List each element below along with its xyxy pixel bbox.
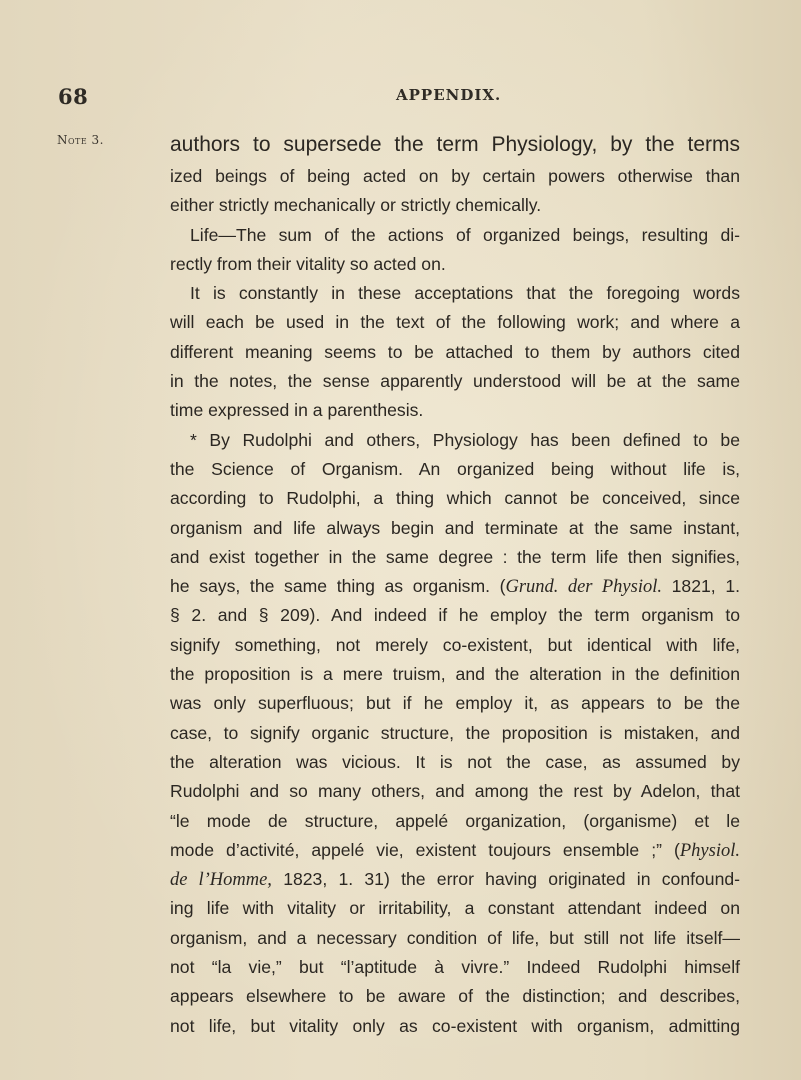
text-line: and exist together in the same degree : the term life then signifies, — [170, 546, 740, 567]
text-line: time expressed in a parenthesis. — [170, 400, 424, 421]
running-head — [0, 84, 801, 114]
body-text — [170, 127, 740, 1041]
citation-open: ( — [674, 839, 680, 860]
text-line: § 2. and § 209). And indeed if he employ the term organism to — [170, 605, 740, 626]
citation-title-continued: de l’Homme, — [170, 870, 272, 891]
text-line: either strictly mechanically or strictly chemically. — [170, 195, 542, 216]
text-segment: mode d’activité, appelé vie, existent toujours ensemble ;” — [170, 839, 662, 860]
text-line: in the notes, the sense apparently understood will be at the same — [170, 371, 740, 392]
text-line: was only superfluous; but if he employ it, as appears to be the — [170, 693, 740, 714]
text-line: according to Rudolphi, a thing which cannot be conceived, since — [170, 488, 740, 509]
text-line: organism, and a necessary condition of life, but still not life itself— — [170, 927, 740, 948]
text-line: authors to supersede the term Physiology, by the terms — [170, 133, 740, 156]
citation-detail: 1821, 1. — [671, 576, 740, 597]
running-title: APPENDIX. — [396, 86, 502, 104]
text-line: different meaning seems to be attached to them by authors cited — [170, 341, 740, 362]
text-line: It is constantly in these acceptations that the foregoing words — [190, 283, 740, 304]
citation-detail: 1823, 1. 31) the error having originated in confound- — [283, 869, 741, 890]
text-line: organism and life always begin and terminate at the same instant, — [170, 517, 740, 538]
text-segment: he says, the same thing as organism. — [170, 576, 490, 597]
text-line-with-citation — [170, 865, 740, 894]
text-line: the alteration was vicious. It is not the case, as assumed by — [170, 751, 740, 772]
citation-open: ( — [499, 576, 506, 597]
text-line: not life, but vitality only as co-existent with organism, admitting — [170, 1015, 740, 1036]
text-line: the proposition is a mere truism, and the alteration in the definition — [170, 664, 740, 685]
text-line: the Science of Organism. An organized being without life is, — [170, 458, 740, 479]
text-line: * By Rudolphi and others, Physiology has been defined to be — [190, 429, 740, 450]
citation-title: Physiol. — [679, 840, 740, 861]
text-line: “le mode de structure, appelé organization, (organisme) et le — [170, 810, 740, 831]
text-line: case, to signify organic structure, the proposition is mistaken, and — [170, 722, 740, 743]
text-line: will each be used in the text of the following work; and where a — [170, 312, 740, 333]
text-line: not “la vie,” but “l’aptitude à vivre.” Indeed Rudolphi himself — [170, 957, 740, 978]
text-line-with-citation — [170, 836, 740, 865]
text-line-with-citation — [170, 572, 740, 601]
text-line: rectly from their vitality so acted on. — [170, 253, 446, 274]
text-line: ized beings of being acted on by certain powers otherwise than — [170, 166, 740, 186]
text-line: appears elsewhere to be aware of the distinction; and describes, — [170, 986, 740, 1007]
text-line: Rudolphi and so many others, and among the rest by Adelon, that — [170, 781, 740, 802]
text-line: signify something, not merely co-existent, but identical with life, — [170, 634, 740, 655]
text-line: Life—The sum of the actions of organized beings, resulting di- — [190, 224, 740, 245]
page-number: 68 — [58, 84, 89, 109]
margin-note: Note 3. — [57, 133, 104, 147]
citation-title: Grund. der Physiol. — [505, 577, 662, 598]
text-line: ing life with vitality or irritability, a constant attendant indeed on — [170, 898, 740, 919]
